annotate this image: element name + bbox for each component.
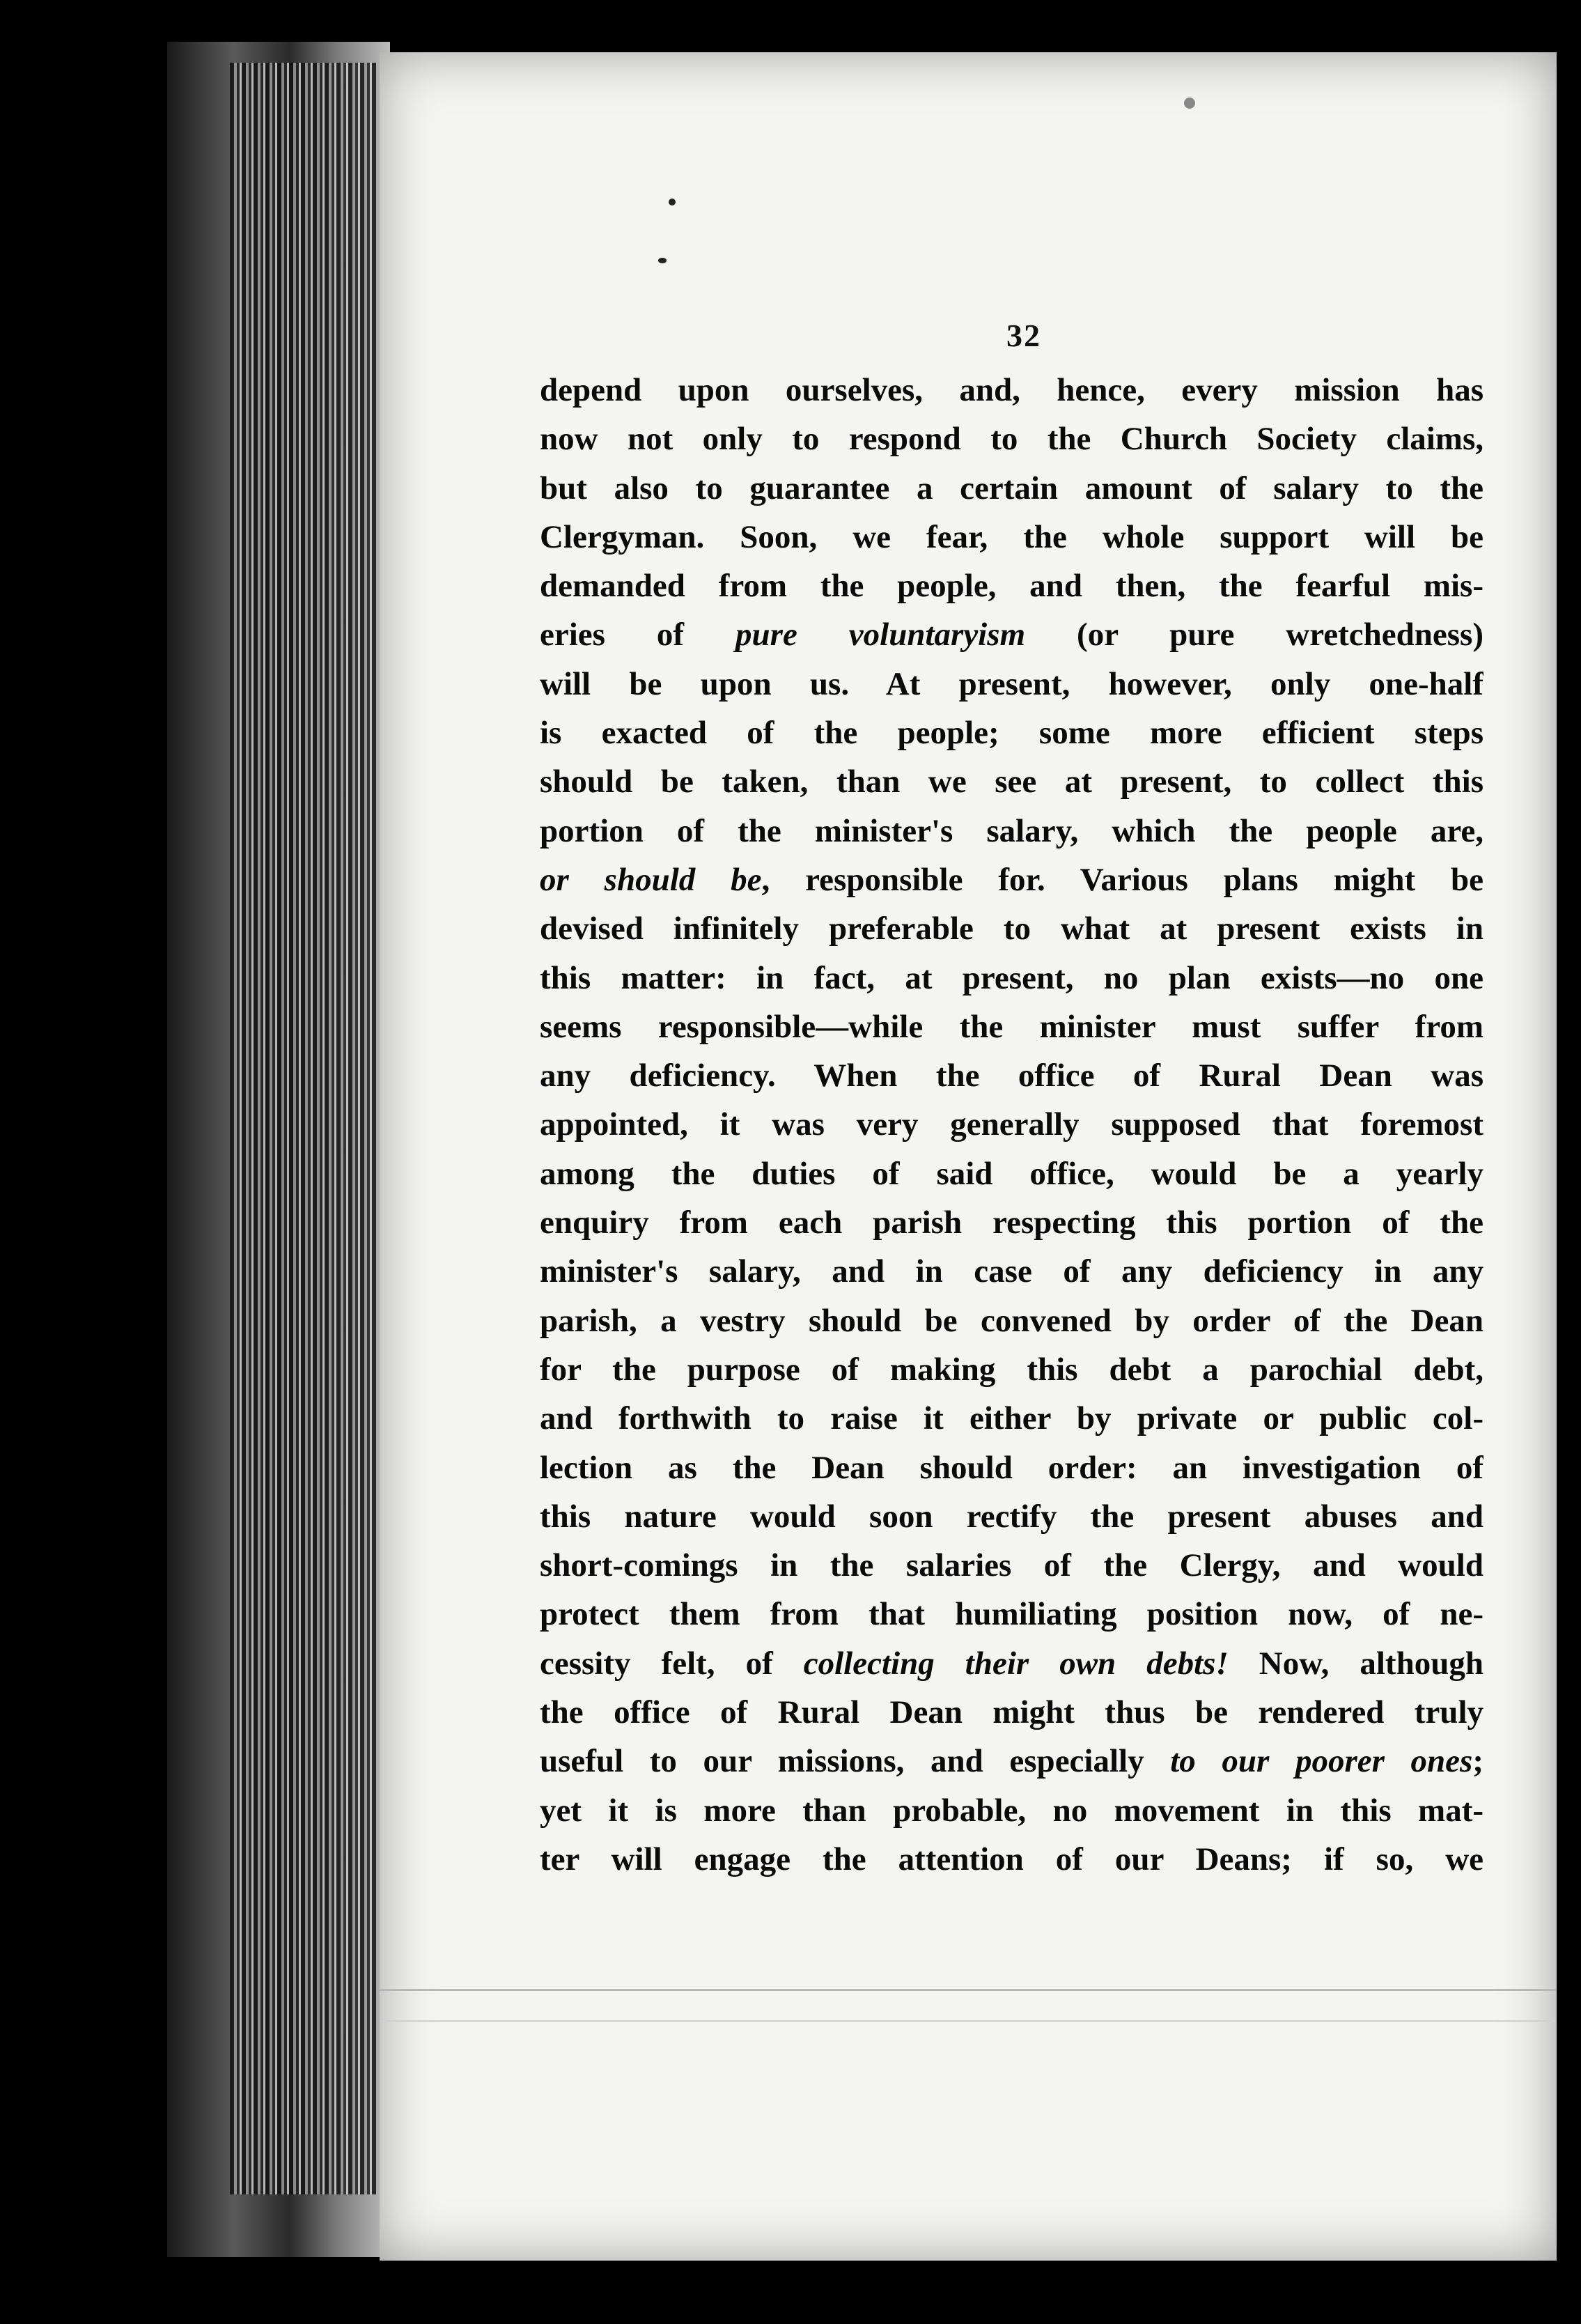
dust-speck <box>1184 98 1195 109</box>
text-line <box>540 1345 1483 1394</box>
text-segment: portion of the minister's salary, which the people are, <box>540 812 1483 849</box>
film-scratch-line <box>380 1989 1557 1991</box>
text-line <box>540 1786 1483 1835</box>
text-line <box>540 1100 1483 1149</box>
text-line <box>540 954 1483 1002</box>
text-segment: minister's salary, and in case of any deficiency in any <box>540 1253 1483 1290</box>
text-segment: devised infinitely preferable to what at present exists in <box>540 911 1483 947</box>
text-segment: seems responsible—while the minister must suffer from <box>540 1008 1483 1045</box>
page-number: 32 <box>1006 318 1041 353</box>
italic-text: pure voluntaryism <box>735 617 1026 653</box>
text-segment: for the purpose of making this debt a parochial debt, <box>540 1351 1483 1388</box>
text-segment: will be upon us. At present, however, only one-half <box>540 665 1483 702</box>
text-line <box>540 1394 1483 1443</box>
text-segment: cessity felt, of <box>540 1645 804 1682</box>
text-line <box>540 1247 1483 1296</box>
text-segment: this nature would soon rectify the present abuses and <box>540 1498 1483 1535</box>
text-line <box>540 415 1483 463</box>
text-line <box>540 1688 1483 1737</box>
text-line <box>540 1296 1483 1345</box>
page-right-border <box>1557 42 1581 2271</box>
text-segment: useful to our missions, and especially <box>540 1743 1171 1780</box>
text-segment: any deficiency. When the office of Rural Dean was <box>540 1058 1483 1094</box>
text-line <box>540 1541 1483 1590</box>
italic-text: collecting their own debts! <box>803 1645 1229 1682</box>
text-segment: ter will engage the attention of our Deans; if so, we <box>540 1841 1483 1877</box>
text-line <box>540 660 1483 708</box>
text-segment: but also to guarantee a certain amount of salary to the <box>540 470 1483 506</box>
text-segment: eries of <box>540 617 736 653</box>
text-line <box>540 1590 1483 1639</box>
italic-text: to our poorer ones <box>1170 1743 1473 1780</box>
dust-speck <box>669 199 676 206</box>
italic-text: or should be <box>540 861 762 898</box>
text-segment: enquiry from each parish respecting this portion of the <box>540 1204 1483 1241</box>
text-segment: should be taken, than we see at present, to collect this <box>540 764 1483 800</box>
text-line <box>540 1443 1483 1492</box>
text-line <box>540 904 1483 953</box>
text-line <box>540 757 1483 806</box>
text-line <box>540 366 1483 415</box>
page-edges <box>230 63 376 2194</box>
text-line <box>540 1051 1483 1100</box>
dust-speck <box>658 258 667 263</box>
text-line <box>540 855 1483 904</box>
text-segment: yet it is more than probable, no movement in this mat- <box>540 1792 1483 1829</box>
body-text <box>540 366 1483 1884</box>
text-segment: Now, although <box>1228 1645 1483 1682</box>
text-segment: among the duties of said office, would be a yearly <box>540 1155 1483 1192</box>
text-line <box>540 1002 1483 1051</box>
text-line <box>540 1639 1483 1688</box>
text-segment: is exacted of the people; some more efficient steps <box>540 715 1483 752</box>
text-line <box>540 513 1483 561</box>
text-segment: demanded from the people, and then, the fearful mis- <box>540 568 1483 605</box>
text-segment: ; <box>1472 1743 1483 1780</box>
text-segment: depend upon ourselves, and, hence, every mission has <box>540 372 1483 408</box>
text-segment: and forthwith to raise it either by private or public col- <box>540 1400 1483 1437</box>
text-line <box>540 708 1483 757</box>
text-segment: now not only to respond to the Church Society claims, <box>540 421 1483 458</box>
text-line <box>540 807 1483 855</box>
film-scratch-line <box>380 2020 1557 2022</box>
text-line <box>540 1198 1483 1247</box>
text-segment: lection as the Dean should order: an investigation of <box>540 1449 1483 1486</box>
text-segment: appointed, it was very generally supposed that foremost <box>540 1106 1483 1143</box>
text-segment: this matter: in fact, at present, no plan exists—no one <box>540 959 1483 996</box>
text-line <box>540 561 1483 610</box>
text-segment: , responsible for. Various plans might be <box>761 861 1483 898</box>
text-segment: protect them from that humiliating position now, of ne- <box>540 1596 1483 1633</box>
text-line <box>540 610 1483 659</box>
text-line <box>540 1835 1483 1884</box>
text-segment: the office of Rural Dean might thus be rendered truly <box>540 1694 1483 1731</box>
text-line <box>540 1737 1483 1785</box>
text-segment: parish, a vestry should be convened by order of the Dean <box>540 1302 1483 1339</box>
text-segment: (or pure wretchedness) <box>1025 617 1483 653</box>
text-line <box>540 1492 1483 1541</box>
text-segment: short-comings in the salaries of the Clergy, and would <box>540 1547 1483 1584</box>
text-line <box>540 464 1483 513</box>
text-segment: Clergyman. Soon, we fear, the whole support will be <box>540 518 1483 555</box>
text-line <box>540 1149 1483 1198</box>
